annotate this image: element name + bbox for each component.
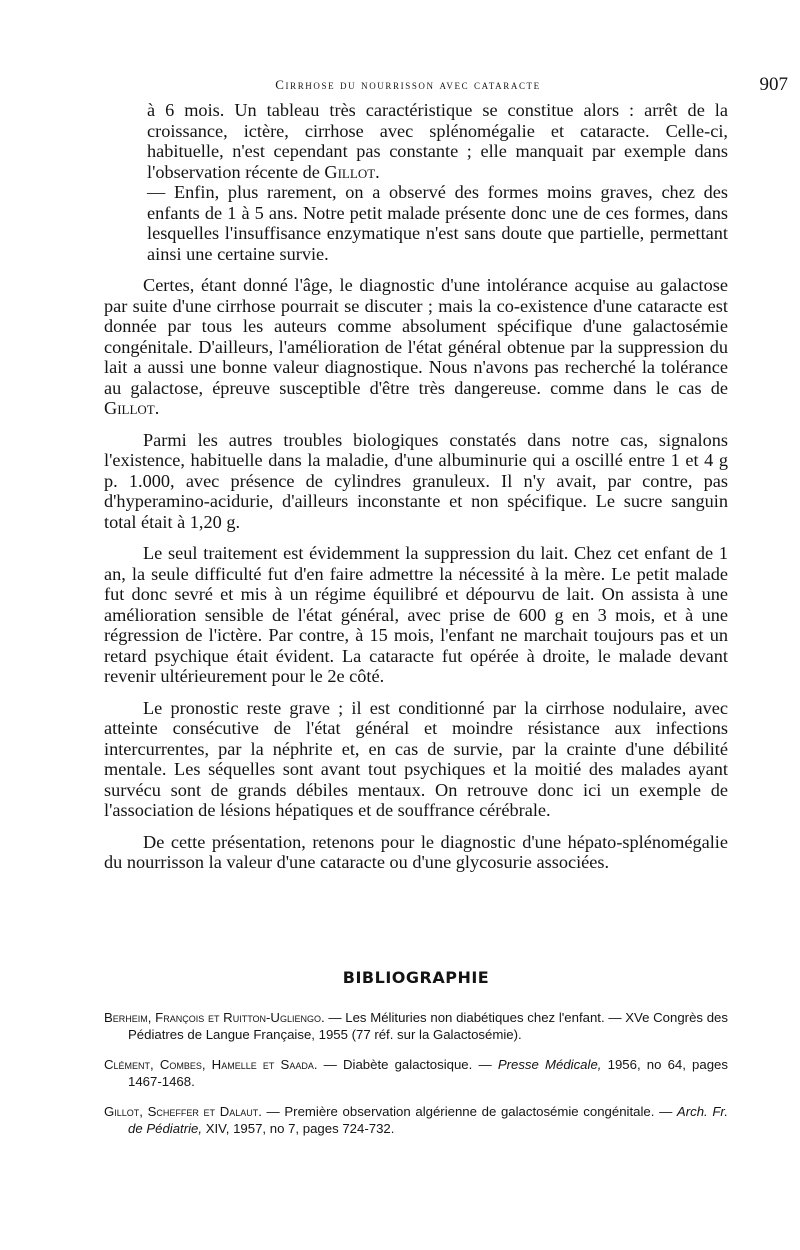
paragraph-conclusion: De cette présentation, retenons pour le diagnostic d'une hépato-splénomégalie du nourrisson la valeur d'une cataracte ou d'une glycosurie associées. bbox=[104, 831, 728, 872]
running-title: Cirrhose du nourrisson avec cataracte bbox=[275, 77, 541, 92]
paragraph-treatment: Le seul traitement est évidemment la suppression du lait. Chez cet enfant de 1 an, la seule difficulté fut d'en faire admettre la nécessité à la mère. Le petit malade fut donc sevré et mis à un régime équilibré et dépourvu de lait. On assista à une amélioration sensible de l'état général, avec prise de 600 g en 3 mois, et à une régression de l'ictère. Par contre, à 15 mois, l'enfant ne marchait toujours pas et un retard psychique était évident. La cataracte fut opérée à droite, le malade devant revenir ultérieurement pour le 2e côté. bbox=[104, 543, 728, 686]
paragraph-text: Certes, étant donné l'âge, le diagnostic d'une intolérance acquise au galactose par suite d'une cirrhose pourrait se discuter ; mais la co-existence d'une cataracte est donnée par tous les auteurs comme absolument spécifique d'une galactosémie congénitale. D'ailleurs, l'amélioration de l'état général obtenue par la suppression du lait a aussi une bonne valeur diagnostique. Nous n'avons pas recherché la tolérance au galactose, épreuve susceptible d'être très dangereuse. comme dans le cas de bbox=[104, 275, 728, 398]
bib-journal: Presse Médicale, bbox=[497, 1057, 602, 1072]
bibliography-entry bbox=[104, 1009, 728, 1043]
bibliography-list bbox=[104, 1009, 728, 1150]
paragraph-forms: — Enfin, plus rarement, on a observé des formes moins graves, chez des enfants de 1 à 5 ans. Notre petit malade présente donc une de ces formes, dans lesquelles l'insuffisance enzymatique n'est sans doute que partielle, permettant ainsi une certaine survie. bbox=[147, 182, 728, 264]
author-reference: Gillot. bbox=[104, 398, 160, 418]
article-body bbox=[104, 100, 728, 873]
bibliography-entry bbox=[104, 1103, 728, 1137]
page-number: 907 bbox=[759, 74, 788, 95]
bib-text: 1956, no 64, pages 1467-1468. bbox=[128, 1057, 728, 1089]
bib-text: — Les Mélituries non diabétiques chez l'enfant. — XVe Congrès des Pédiatres de Langue Française, 1955 (77 réf. sur la Galactosémie). bbox=[128, 1010, 728, 1042]
paragraph-continuation bbox=[147, 100, 728, 182]
author-reference: Gillot. bbox=[324, 161, 380, 182]
bib-journal: Arch. Fr. de Pédiatrie, bbox=[128, 1104, 728, 1136]
bib-authors: Gillot, Scheffer et Dalaut. bbox=[104, 1104, 262, 1119]
paragraph-biology: Parmi les autres troubles biologiques constatés dans notre cas, signalons l'existence, habituelle dans la maladie, d'une albuminurie qui a oscillé entre 1 et 4 g p. 1.000, avec présence de cylindres granuleux. Il n'y avait, par contre, pas d'hyperamino-acidurie, d'ailleurs inconstante et non spécifique. Le sucre sanguin total était à 1,20 g. bbox=[104, 429, 728, 532]
bibliography-heading: BIBLIOGRAPHIE bbox=[342, 968, 490, 987]
bib-text: XIV, 1957, no 7, pages 724-732. bbox=[205, 1121, 395, 1136]
paragraph-prognosis: Le pronostic reste grave ; il est conditionné par la cirrhose nodulaire, avec atteinte consécutive de l'état général et moindre résistance aux infections intercurrentes, par la néphrite et, en cas de survie, par la crainte d'une débilité mentale. Les séquelles sont avant tout psychiques et la moitié des malades ayant survécu sont de grands débiles mentaux. On retrouve donc ici un exemple de l'association de lésions hépatiques et de souffrance cérébrale. bbox=[104, 697, 728, 820]
bib-text: — Première observation algérienne de galactosémie congénitale. — bbox=[266, 1104, 673, 1119]
bib-authors: Berheim, François et Ruitton-Ugliengo. bbox=[104, 1010, 325, 1025]
running-head bbox=[108, 74, 788, 98]
bib-authors: Clément, Combes, Hamelle et Saada. bbox=[104, 1057, 318, 1072]
bib-text: — Diabète galactosique. — bbox=[323, 1057, 492, 1072]
paragraph-diagnosis bbox=[104, 275, 728, 419]
paragraph-text: à 6 mois. Un tableau très caractéristique se constitue alors : arrêt de la croissance, ictère, cirrhose avec splénomégalie et cataracte. Celle-ci, habituelle, n'est cependant pas constante ; elle manquait par exemple dans l'observation récente de bbox=[147, 100, 728, 182]
bibliography-entry bbox=[104, 1056, 728, 1090]
